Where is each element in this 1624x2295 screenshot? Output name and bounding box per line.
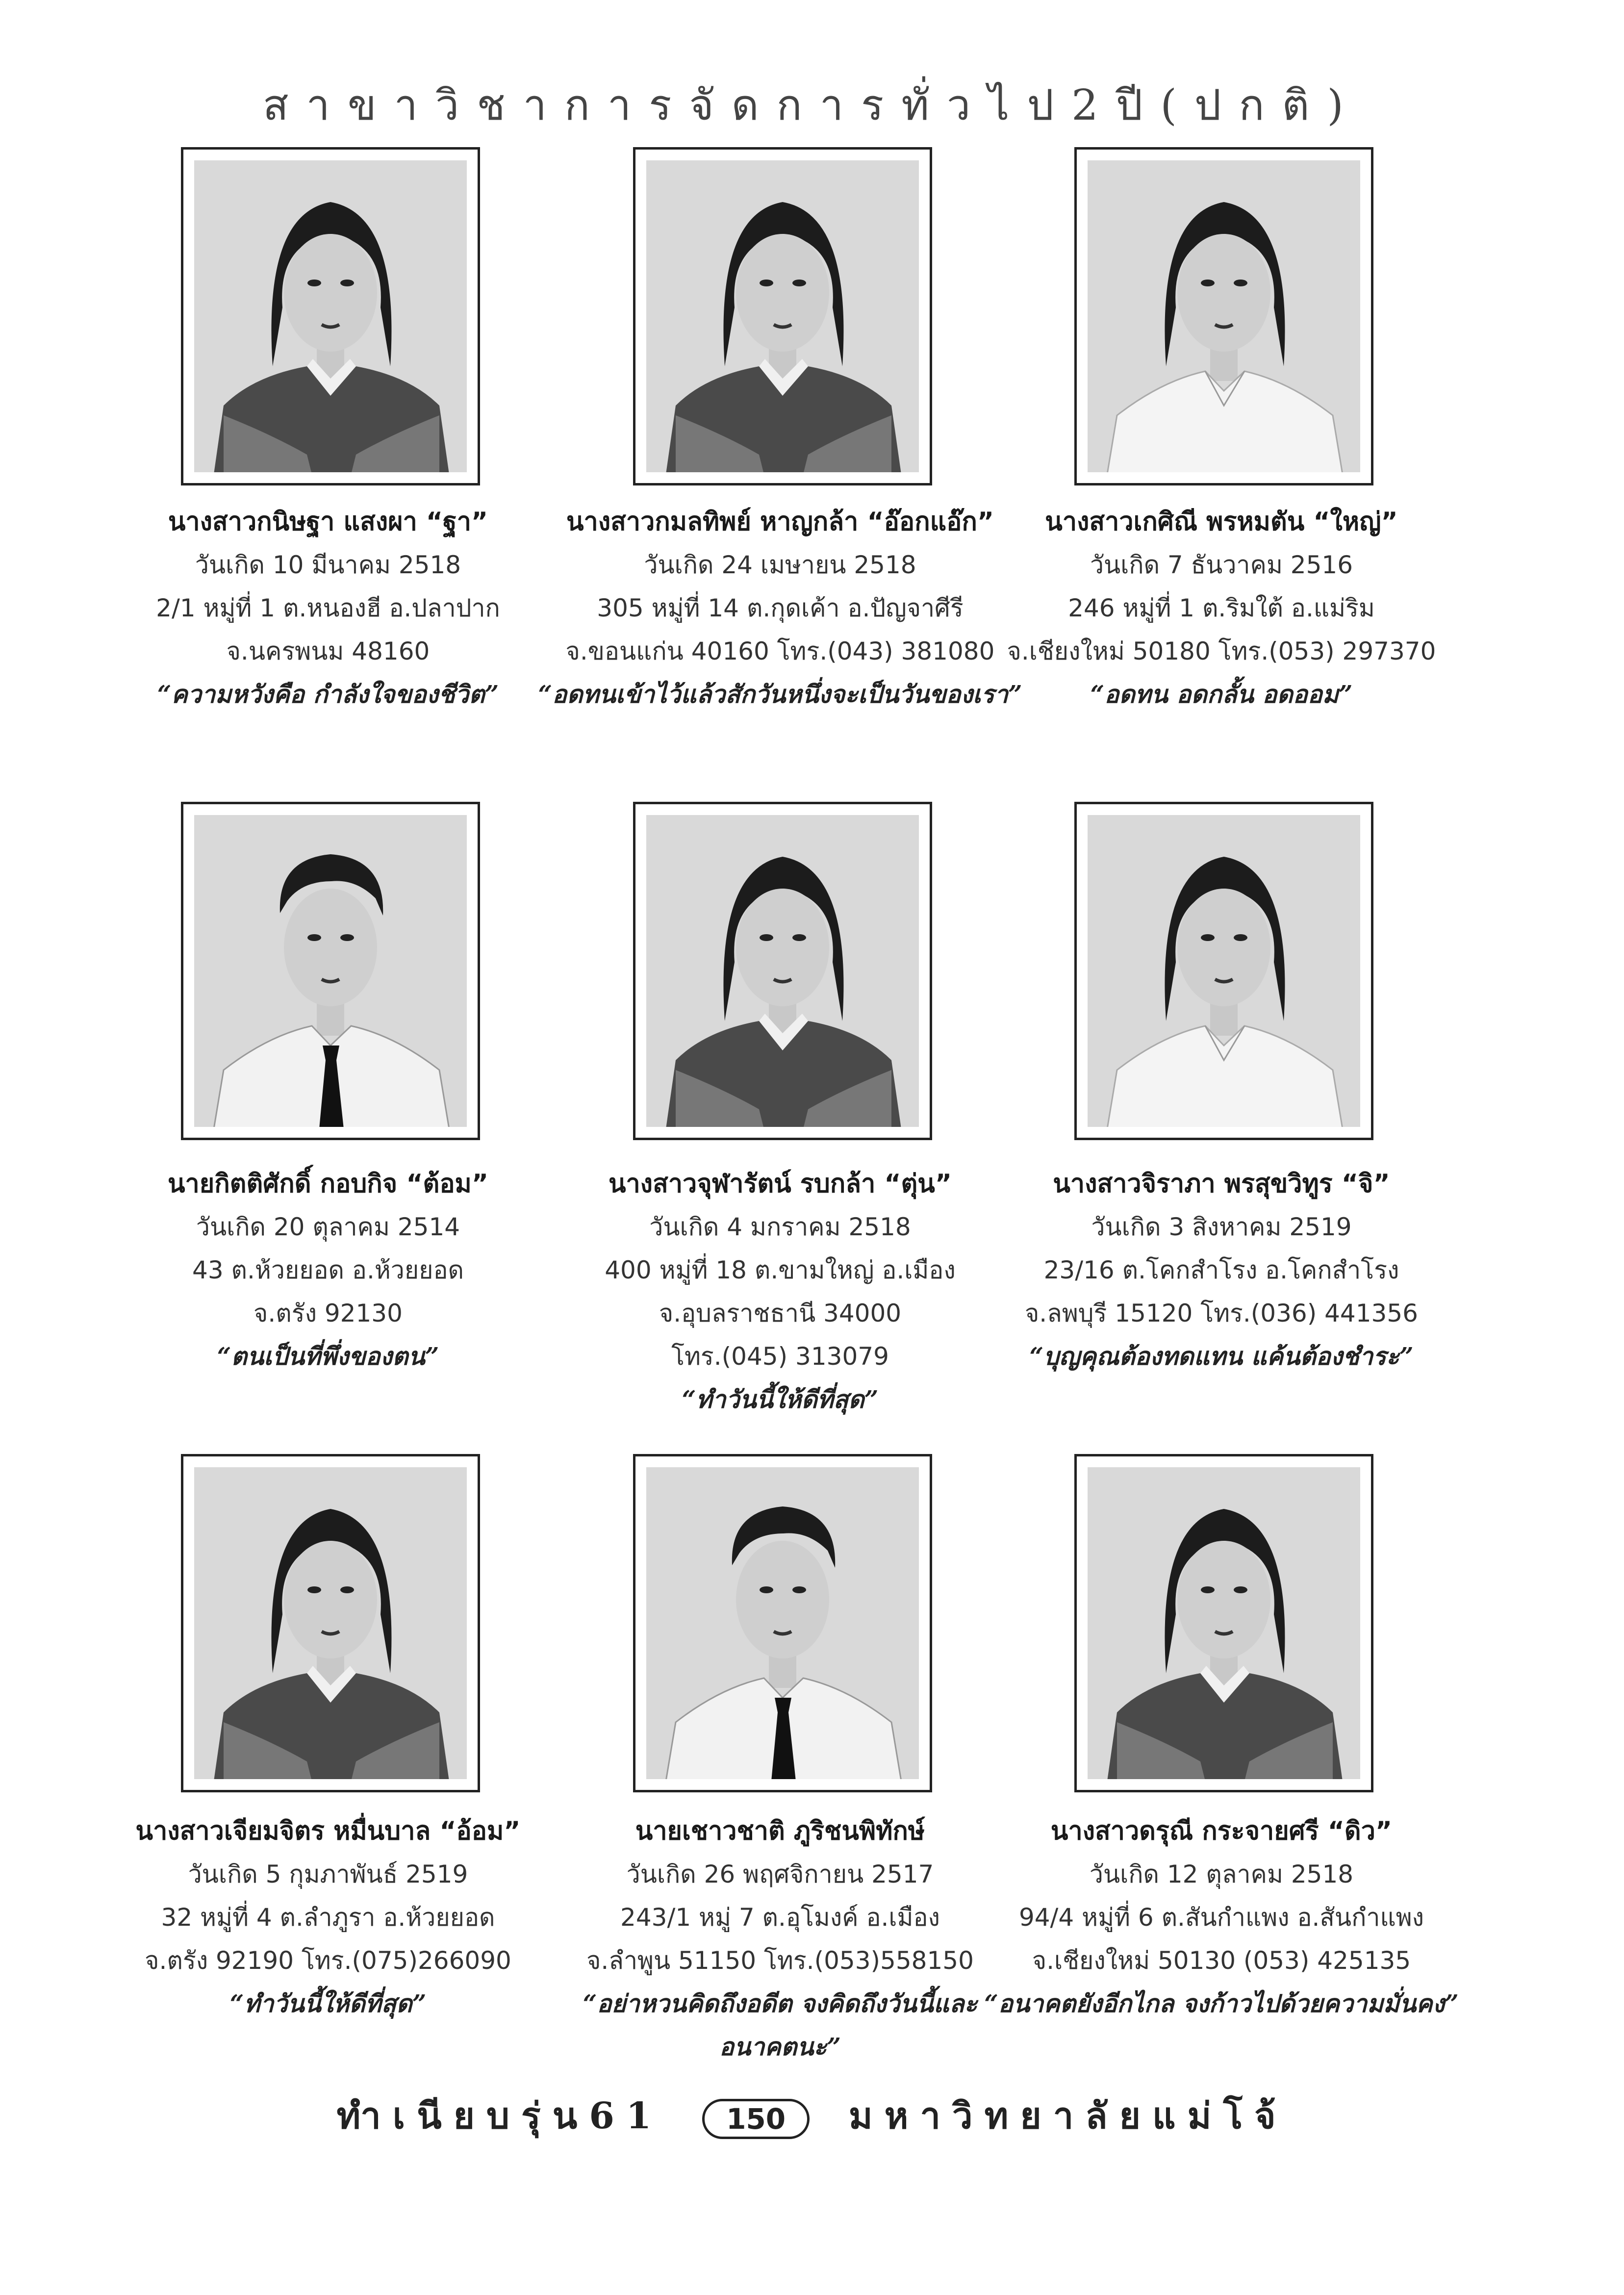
portrait-photo [181, 802, 480, 1140]
graduate-name: นางสาวจิราภา พรสุขวิทูร “จิ” [1053, 1169, 1390, 1198]
graduate-name: นางสาวเจียมจิตร หมื่นบาล “อ้อม” [135, 1816, 521, 1846]
address-line: จ.นครพนม 48160 [226, 637, 430, 665]
footer-left-text: ทำเนียบรุ่น61 [336, 2095, 663, 2137]
birth-date: วันเกิด 5 กุมภาพันธ์ 2519 [188, 1860, 468, 1888]
graduate-info [73, 500, 583, 716]
portrait-photo [181, 147, 480, 485]
portrait-photo [633, 1454, 932, 1792]
motto: “ทำวันนี้ให้ดีที่สุด” [229, 1989, 427, 2018]
birth-date: วันเกิด 24 เมษายน 2518 [644, 551, 916, 579]
motto: “อย่าหวนคิดถึงอดีต จงคิดถึงวันนี้และ [583, 1989, 978, 2018]
portrait-photo [633, 802, 932, 1140]
graduate-info [525, 1810, 1035, 2068]
birth-date: วันเกิด 4 มกราคม 2518 [649, 1213, 911, 1241]
portrait-photo [1074, 147, 1373, 485]
address-line: 246 หมู่ที่ 1 ต.ริมใต้ อ.แม่ริม [1068, 594, 1375, 622]
portrait-photo [633, 147, 932, 485]
address-line: 43 ต.ห้วยยอด อ.ห้วยยอด [192, 1256, 464, 1284]
page-footer [0, 2087, 1624, 2144]
graduate-name: นางสาวจุฬารัตน์ รบกล้า “ตุ่น” [608, 1169, 952, 1198]
graduate-name: นางสาวเกศิณี พรหมตัน “ใหญ่” [1045, 507, 1398, 536]
motto: “ความหวังคือ กำลังใจของชีวิต” [157, 680, 499, 709]
page-title: สาขาวิชาการจัดการทั่วไป2ปี(ปกติ) [263, 81, 1361, 130]
graduate-info [966, 1810, 1476, 2025]
graduate-name: นางสาวดรุณี กระจายศรี “ดิว” [1050, 1816, 1393, 1846]
address-line: จ.อุบลราชธานี 34000 [659, 1299, 902, 1327]
address-line: 94/4 หมู่ที่ 6 ต.สันกำแพง อ.สันกำแพง [1018, 1903, 1424, 1932]
motto: อนาคตนะ” [719, 2032, 841, 2061]
address-line: โทร.(045) 313079 [671, 1342, 889, 1371]
portrait-photo [181, 1454, 480, 1792]
address-line: 2/1 หมู่ที่ 1 ต.หนองฮี อ.ปลาปาก [156, 594, 500, 622]
graduate-info [966, 500, 1476, 716]
birth-date: วันเกิด 12 ตุลาคม 2518 [1089, 1860, 1354, 1888]
birth-date: วันเกิด 10 มีนาคม 2518 [195, 551, 461, 579]
address-line: 32 หมู่ที่ 4 ต.ลำภูรา อ.ห้วยยอด [161, 1903, 495, 1932]
graduate-info [73, 1810, 583, 2025]
birth-date: วันเกิด 20 ตุลาคม 2514 [196, 1213, 460, 1241]
motto: “อนาคตยังอีกไกล จงก้าวไปด้วยความมั่นคง” [984, 1989, 1459, 2018]
address-line: จ.ลพบุรี 15120 โทร.(036) 441356 [1024, 1299, 1418, 1327]
motto: “อดทนเข้าไว้แล้วสักวันหนึ่งจะเป็นวันของเรา” [538, 680, 1022, 709]
graduate-info [525, 1162, 1035, 1421]
address-line: จ.ลำพูน 51150 โทร.(053)558150 [586, 1946, 974, 1975]
graduate-info [73, 1162, 583, 1378]
motto: “อดทน อดกลั้น อดออม” [1090, 680, 1353, 709]
address-line: 305 หมู่ที่ 14 ต.กุดเค้า อ.ปัญจาศีรี [597, 594, 964, 622]
address-line: จ.ตรัง 92130 [254, 1299, 403, 1327]
portrait-photo [1074, 802, 1373, 1140]
birth-date: วันเกิด 7 ธันวาคม 2516 [1090, 551, 1353, 579]
address-line: 243/1 หมู่ 7 ต.อุโมงค์ อ.เมือง [620, 1903, 940, 1932]
footer-right-text: มหาวิทยาลัยแม่โจ้ [848, 2095, 1288, 2137]
motto: “บุญคุณต้องทดแทน แค้นต้องชำระ” [1029, 1342, 1414, 1371]
graduate-name: นายกิตติศักดิ์ กอบกิจ “ต้อม” [167, 1169, 488, 1198]
portrait-photo [1074, 1454, 1373, 1792]
motto: “ทำวันนี้ให้ดีที่สุด” [682, 1385, 879, 1414]
address-line: จ.ขอนแก่น 40160 โทร.(043) 381080 [565, 637, 995, 665]
graduate-info [525, 500, 1035, 716]
address-line: 400 หมู่ที่ 18 ต.ขามใหญ่ อ.เมือง [605, 1256, 956, 1284]
graduate-name: นางสาวกนิษฐา แสงผา “ฐา” [168, 507, 488, 536]
graduate-info [966, 1162, 1476, 1378]
graduate-name: นายเชาวชาติ ภูริชนพิทักษ์ [635, 1816, 925, 1846]
address-line: 23/16 ต.โคกสำโรง อ.โคกสำโรง [1043, 1256, 1399, 1284]
birth-date: วันเกิด 26 พฤศจิกายน 2517 [626, 1860, 934, 1888]
page-number: 150 [702, 2099, 810, 2139]
address-line: จ.เชียงใหม่ 50130 (053) 425135 [1032, 1946, 1411, 1975]
motto: “ตนเป็นที่พึ่งของตน” [217, 1342, 439, 1371]
birth-date: วันเกิด 3 สิงหาคม 2519 [1091, 1213, 1352, 1241]
graduate-name: นางสาวกมลทิพย์ หาญกล้า “อ๊อกแอ๊ก” [566, 507, 994, 536]
address-line: จ.ตรัง 92190 โทร.(075)266090 [145, 1946, 511, 1975]
address-line: จ.เชียงใหม่ 50180 โทร.(053) 297370 [1007, 637, 1436, 665]
